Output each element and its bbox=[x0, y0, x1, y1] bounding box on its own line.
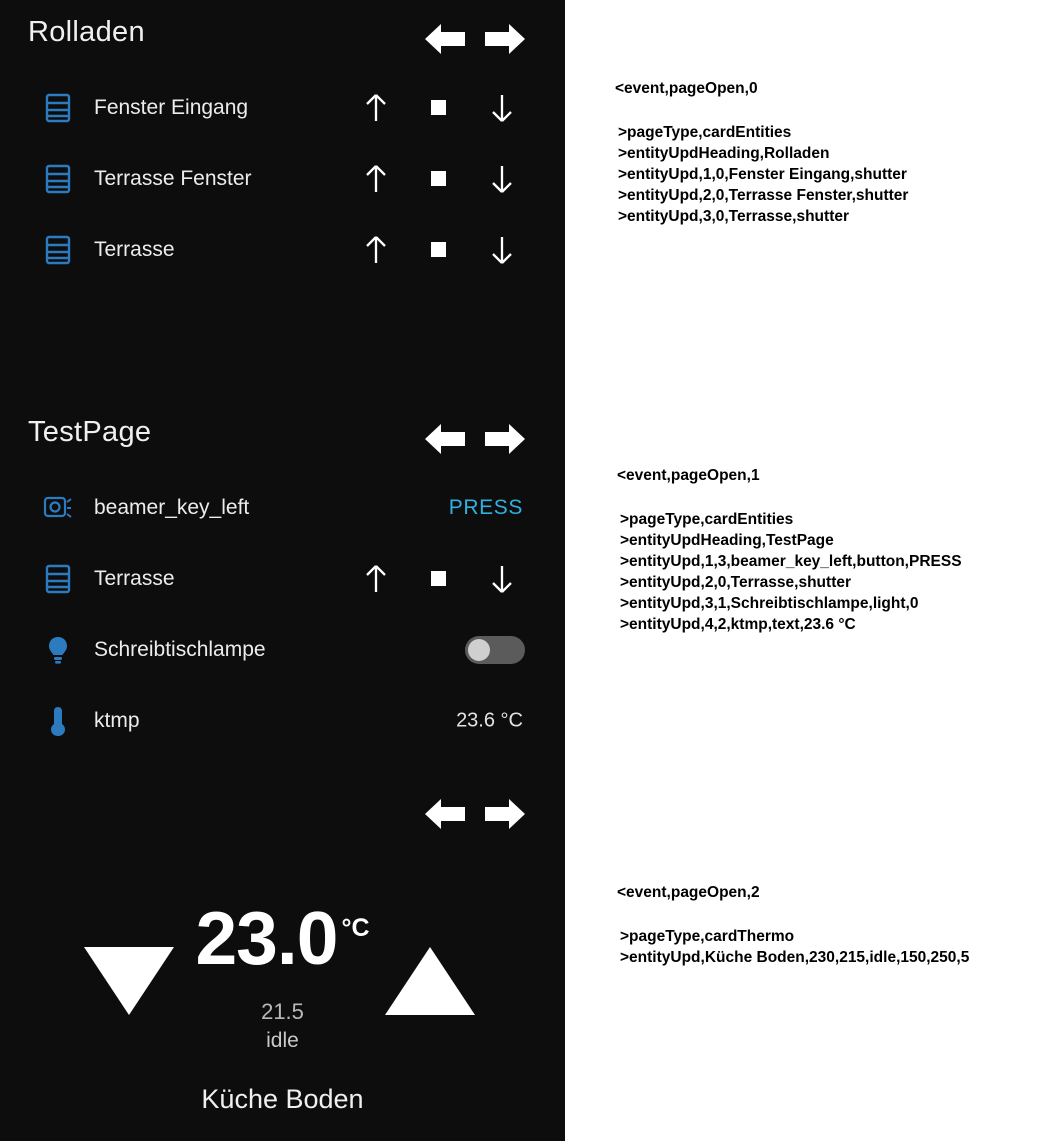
current-temperature-value: 23.0 bbox=[195, 896, 338, 980]
list-item-label: Fenster Eingang bbox=[94, 95, 249, 119]
log-line: >entityUpd,3,0,Terrasse,shutter bbox=[618, 208, 850, 225]
nav-arrows bbox=[421, 18, 541, 60]
shutter-icon bbox=[42, 563, 74, 595]
list-item-label: beamer_key_left bbox=[94, 495, 250, 519]
stop-square-icon[interactable] bbox=[421, 233, 455, 267]
log-line: >entityUpd,1,3,beamer_key_left,button,PRESS bbox=[620, 553, 962, 570]
list-item[interactable] bbox=[0, 72, 565, 143]
shutter-controls bbox=[359, 233, 529, 267]
log-line: >entityUpd,4,2,ktmp,text,23.6 °C bbox=[620, 616, 856, 633]
shutter-icon bbox=[42, 234, 74, 266]
page-title: Rolladen bbox=[28, 16, 145, 48]
log-block bbox=[617, 884, 1045, 970]
arrow-down-icon[interactable] bbox=[485, 562, 519, 596]
nav-arrows bbox=[421, 793, 541, 835]
list-item-label: Terrasse Fenster bbox=[94, 166, 252, 190]
card-header bbox=[0, 400, 565, 472]
temperature-unit: °C bbox=[341, 914, 370, 942]
serial-log-panel bbox=[565, 0, 1045, 1141]
stop-square-icon[interactable] bbox=[421, 91, 455, 125]
shutter-controls bbox=[359, 562, 529, 596]
arrow-right-icon[interactable] bbox=[483, 422, 529, 456]
current-temperature bbox=[0, 895, 565, 981]
arrow-up-icon[interactable] bbox=[359, 562, 393, 596]
list-item-label: Schreibtischlampe bbox=[94, 637, 266, 661]
light-toggle[interactable] bbox=[465, 636, 525, 664]
log-event-line: <event,pageOpen,0 bbox=[615, 80, 758, 97]
shutter-icon bbox=[42, 92, 74, 124]
arrow-right-icon[interactable] bbox=[483, 797, 529, 831]
target-temperature: 21.5 bbox=[261, 999, 304, 1024]
press-button[interactable]: PRESS bbox=[448, 495, 523, 519]
log-line: >pageType,cardEntities bbox=[618, 124, 792, 141]
shutter-icon bbox=[42, 163, 74, 195]
log-line: >entityUpd,2,0,Terrasse Fenster,shutter bbox=[618, 187, 909, 204]
thermometer-icon bbox=[42, 705, 74, 737]
log-block bbox=[617, 467, 1045, 637]
thermostat-name: Küche Boden bbox=[201, 1084, 364, 1114]
log-line: >entityUpd,1,0,Fenster Eingang,shutter bbox=[618, 166, 907, 183]
shutter-controls bbox=[359, 91, 529, 125]
list-item-label: Terrasse bbox=[94, 566, 175, 590]
log-line: >entityUpd,2,0,Terrasse,shutter bbox=[620, 574, 852, 591]
log-line: >pageType,cardThermo bbox=[620, 928, 795, 945]
list-item-label: Terrasse bbox=[94, 237, 175, 261]
card-entities-rolladen bbox=[0, 0, 565, 400]
list-item[interactable] bbox=[0, 143, 565, 214]
status-badge: idle bbox=[266, 1029, 299, 1052]
arrow-down-icon[interactable] bbox=[485, 162, 519, 196]
arrow-right-icon[interactable] bbox=[483, 22, 529, 56]
list-item-label: ktmp bbox=[94, 708, 140, 732]
stop-square-icon[interactable] bbox=[421, 562, 455, 596]
list-item[interactable] bbox=[0, 614, 565, 685]
arrow-left-icon[interactable] bbox=[421, 797, 467, 831]
list-item[interactable] bbox=[0, 472, 565, 543]
projector-icon bbox=[42, 492, 74, 524]
list-item[interactable] bbox=[0, 543, 565, 614]
log-line: >entityUpd,Küche Boden,230,215,idle,150,250,5 bbox=[620, 949, 970, 966]
stop-square-icon[interactable] bbox=[421, 162, 455, 196]
arrow-left-icon[interactable] bbox=[421, 422, 467, 456]
log-line: >entityUpdHeading,Rolladen bbox=[618, 145, 830, 162]
arrow-left-icon[interactable] bbox=[421, 22, 467, 56]
card-header bbox=[0, 0, 565, 72]
arrow-up-icon[interactable] bbox=[359, 233, 393, 267]
log-line: >entityUpd,3,1,Schreibtischlampe,light,0 bbox=[620, 595, 919, 612]
log-event-line: <event,pageOpen,2 bbox=[617, 884, 760, 901]
bulb-icon bbox=[42, 634, 74, 666]
list-item[interactable] bbox=[0, 214, 565, 285]
arrow-down-icon[interactable] bbox=[485, 233, 519, 267]
card-thermo bbox=[0, 775, 565, 1141]
card-entities-testpage bbox=[0, 400, 565, 775]
shutter-controls bbox=[359, 162, 529, 196]
arrow-up-icon[interactable] bbox=[359, 91, 393, 125]
card-header bbox=[0, 775, 565, 847]
log-line: >pageType,cardEntities bbox=[620, 511, 794, 528]
page-title: TestPage bbox=[28, 416, 152, 448]
toggle-knob bbox=[468, 639, 490, 661]
arrow-down-icon[interactable] bbox=[485, 91, 519, 125]
list-item[interactable] bbox=[0, 685, 565, 756]
log-line: >entityUpdHeading,TestPage bbox=[620, 532, 834, 549]
arrow-up-icon[interactable] bbox=[359, 162, 393, 196]
log-event-line: <event,pageOpen,1 bbox=[617, 467, 760, 484]
log-block bbox=[615, 80, 1045, 229]
temperature-value: 23.6 °C bbox=[456, 709, 523, 731]
nav-arrows bbox=[421, 418, 541, 460]
